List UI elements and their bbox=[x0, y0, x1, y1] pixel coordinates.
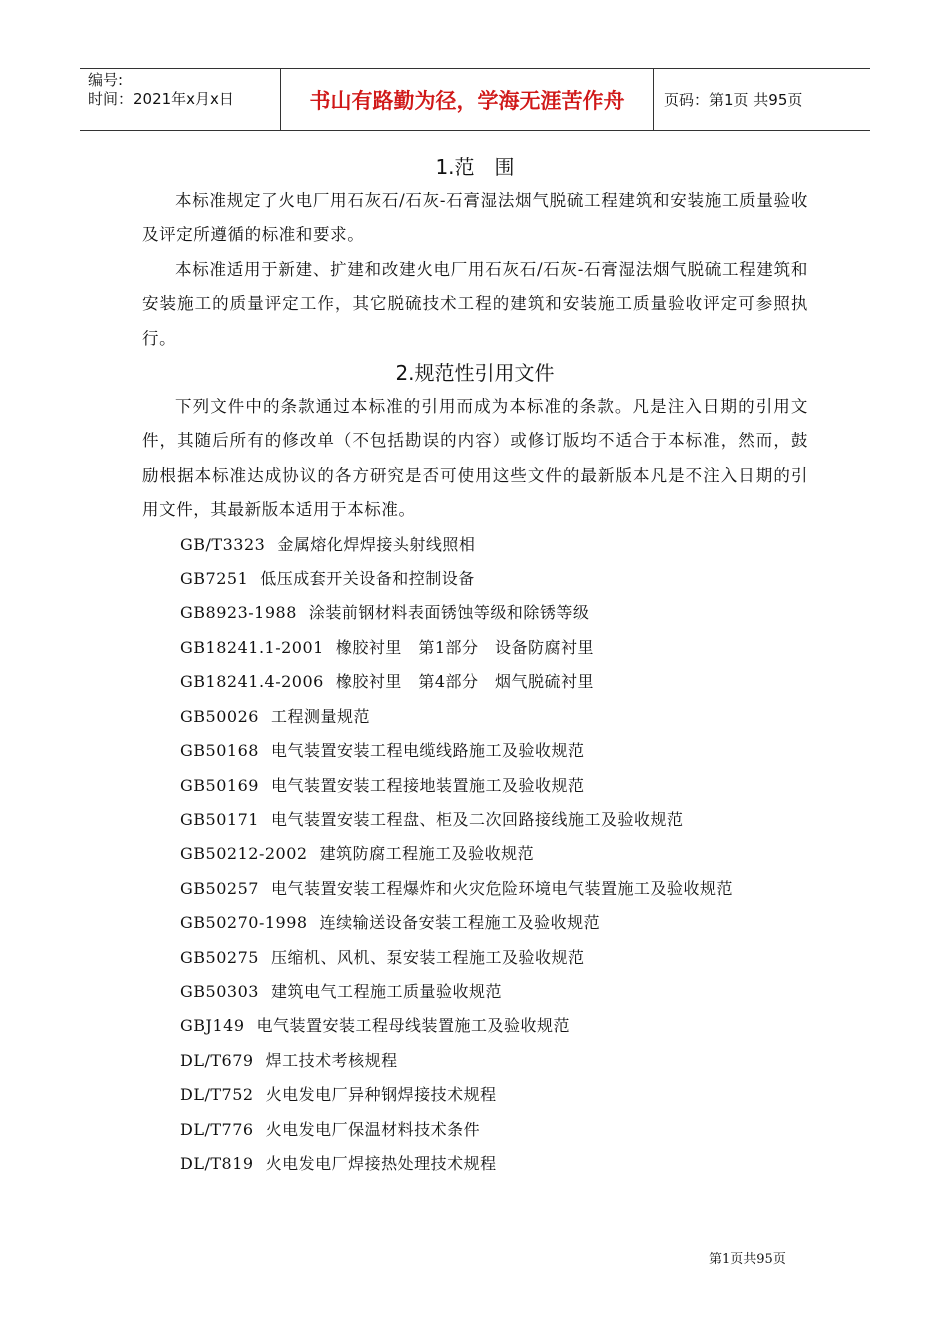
reference-title: 橡胶衬里 第1部分 设备防腐衬里 bbox=[335, 637, 595, 657]
reference-code: GB50168 bbox=[180, 741, 259, 761]
reference-code: GB50257 bbox=[180, 878, 259, 898]
reference-list bbox=[142, 528, 808, 1182]
header-meta bbox=[80, 69, 281, 130]
reference-item bbox=[142, 1009, 808, 1043]
reference-code: GB18241.4-2006 bbox=[180, 672, 324, 692]
reference-code: GB50212-2002 bbox=[180, 844, 308, 864]
reference-item bbox=[142, 1044, 808, 1078]
header-page-info: 页码：第1页 共95页 bbox=[664, 91, 803, 109]
reference-item bbox=[142, 769, 808, 803]
reference-item bbox=[142, 665, 808, 699]
header-motto: 书山有路勤为径，学海无涯苦作舟 bbox=[281, 69, 654, 130]
reference-code: DL/T679 bbox=[180, 1050, 254, 1070]
reference-code: DL/T752 bbox=[180, 1085, 254, 1105]
reference-title: 金属熔化焊焊接头射线照相 bbox=[277, 534, 476, 554]
reference-title: 低压成套开关设备和控制设备 bbox=[260, 569, 475, 589]
reference-title: 电气装置安装工程盘、柜及二次回路接线施工及验收规范 bbox=[270, 809, 684, 829]
reference-code: GBJ149 bbox=[180, 1016, 245, 1036]
reference-code: GB50270-1998 bbox=[180, 913, 308, 933]
page-footer: 第1页共95页 bbox=[709, 1252, 786, 1267]
reference-item bbox=[142, 1147, 808, 1181]
reference-code: GB50026 bbox=[180, 706, 259, 726]
reference-code: DL/T819 bbox=[180, 1153, 254, 1173]
document-time: 时间：2021年x月x日 bbox=[88, 90, 234, 108]
reference-title: 火电发电厂焊接热处理技术规程 bbox=[265, 1153, 497, 1173]
reference-code: DL/T776 bbox=[180, 1119, 254, 1139]
reference-title: 压缩机、风机、泵安装工程施工及验收规范 bbox=[270, 947, 585, 967]
reference-title: 建筑电气工程施工质量验收规范 bbox=[270, 981, 502, 1001]
scope-paragraph-2: 本标准适用于新建、扩建和改建火电厂用石灰石/石灰-石膏湿法烟气脱硫工程建筑和安装施工的质量评定工作，其它脱硫技术工程的建筑和安装施工质量验收评定可参照执行。 bbox=[142, 259, 808, 348]
reference-code: GB/T3323 bbox=[180, 534, 266, 554]
reference-item bbox=[142, 700, 808, 734]
page-header bbox=[80, 68, 870, 131]
reference-title: 工程测量规范 bbox=[270, 706, 370, 726]
document-body bbox=[142, 150, 808, 1181]
section-title-references: 2.规范性引用文件 bbox=[395, 361, 555, 386]
reference-item bbox=[142, 1113, 808, 1147]
reference-title: 电气装置安装工程接地装置施工及验收规范 bbox=[270, 775, 585, 795]
section-title-scope: 1.范 围 bbox=[435, 155, 515, 179]
reference-item bbox=[142, 528, 808, 562]
reference-title: 橡胶衬里 第4部分 烟气脱硫衬里 bbox=[335, 672, 595, 692]
reference-item bbox=[142, 803, 808, 837]
references-intro-paragraph: 下列文件中的条款通过本标准的引用而成为本标准的条款。凡是注入日期的引用文件，其随后所有的修改单（不包括勘误的内容）或修订版均不适合于本标准，然而，鼓励根据本标准达成协议的各方研究是否可使用这些文件的最新版本凡是不注入日期的引用文件，其最新版本适用于本标准。 bbox=[142, 397, 808, 520]
reference-title: 焊工技术考核规程 bbox=[265, 1050, 398, 1070]
reference-item bbox=[142, 975, 808, 1009]
reference-code: GB50275 bbox=[180, 947, 259, 967]
reference-title: 连续输送设备安装工程施工及验收规范 bbox=[319, 913, 601, 933]
reference-code: GB8923-1988 bbox=[180, 603, 297, 623]
reference-title: 电气装置安装工程电缆线路施工及验收规范 bbox=[270, 741, 585, 761]
reference-title: 火电发电厂保温材料技术条件 bbox=[265, 1119, 481, 1139]
document-number-label: 编号: bbox=[88, 71, 124, 89]
reference-code: GB50171 bbox=[180, 809, 259, 829]
scope-paragraph-1: 本标准规定了火电厂用石灰石/石灰-石膏湿法烟气脱硫工程建筑和安装施工质量验收及评定所遵循的标准和要求。 bbox=[142, 191, 808, 245]
reference-code: GB50169 bbox=[180, 775, 259, 795]
reference-code: GB50303 bbox=[180, 981, 259, 1001]
reference-item bbox=[142, 1078, 808, 1112]
reference-item bbox=[142, 872, 808, 906]
reference-item bbox=[142, 562, 808, 596]
reference-item bbox=[142, 906, 808, 940]
reference-item bbox=[142, 596, 808, 630]
reference-item bbox=[142, 631, 808, 665]
reference-item bbox=[142, 941, 808, 975]
reference-item bbox=[142, 734, 808, 768]
reference-title: 电气装置安装工程爆炸和火灾危险环境电气装置施工及验收规范 bbox=[270, 878, 733, 898]
reference-code: GB18241.1-2001 bbox=[180, 637, 324, 657]
reference-code: GB7251 bbox=[180, 569, 249, 589]
reference-title: 涂装前钢材料表面锈蚀等级和除锈等级 bbox=[308, 603, 590, 623]
reference-title: 电气装置安装工程母线装置施工及验收规范 bbox=[256, 1016, 571, 1036]
reference-title: 火电发电厂异种钢焊接技术规程 bbox=[265, 1085, 497, 1105]
reference-item bbox=[142, 837, 808, 871]
reference-title: 建筑防腐工程施工及验收规范 bbox=[319, 844, 535, 864]
